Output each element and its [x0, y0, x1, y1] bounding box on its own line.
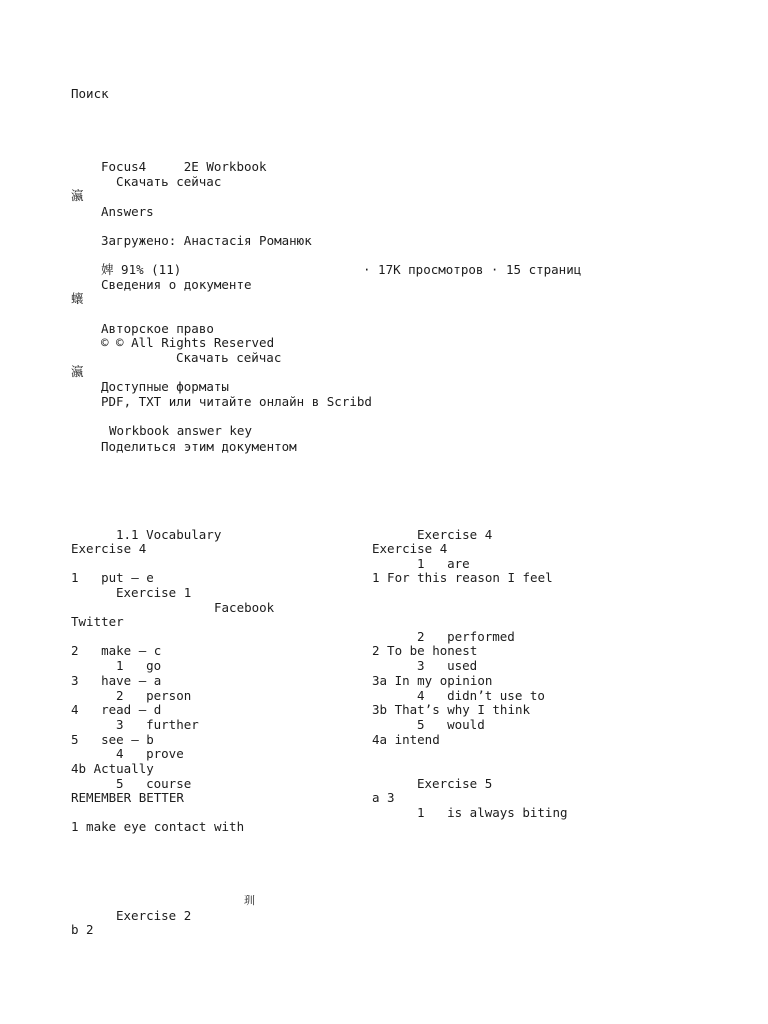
document-stats: · 17K просмотров · 15 страниц	[363, 262, 582, 277]
share-heading: Поделиться этим документом	[101, 439, 297, 454]
share-facebook-link[interactable]: Facebook	[214, 600, 275, 615]
page-text-line: b 2	[71, 922, 94, 937]
page-text-line: REMEMBER BETTER	[71, 790, 184, 805]
page-text-line: 1 For this reason I feel	[372, 570, 553, 585]
page-text-line: 3 have – a	[71, 673, 162, 688]
page-text-line: 1 make eye contact with	[71, 819, 245, 834]
copyright-value: © © All Rights Reserved	[101, 335, 275, 350]
share-twitter-link[interactable]: Twitter	[71, 614, 124, 629]
download-icon[interactable]: 瀛	[71, 188, 84, 203]
document-info-toggle[interactable]: Сведения о документе	[101, 277, 252, 292]
page-text-line: Exercise 4	[372, 541, 448, 556]
page-text-line: 1 go	[116, 658, 162, 673]
page-text-line: 3b That’s why I think	[372, 702, 531, 717]
page-text-line: 5 would	[417, 717, 485, 732]
uploaded-by	[101, 233, 312, 248]
page-text-line: 1.1 Vocabulary	[116, 527, 222, 542]
page-text-line: 2 person	[116, 688, 192, 703]
page-text-line: 1 is always biting	[417, 805, 568, 820]
page-text-line: 4 prove	[116, 746, 184, 761]
more-icon[interactable]: 玔	[244, 894, 255, 907]
page-text-line: Exercise 2	[116, 908, 192, 923]
rating-row	[101, 262, 181, 277]
page-text-line: Exercise 5	[417, 776, 493, 791]
info-icon: 蠰	[71, 291, 84, 306]
page-text-line: 1 put – e	[71, 570, 154, 585]
page-text-line: 4 didn’t use to	[417, 688, 545, 703]
download-now-button[interactable]: Скачать сейчас	[116, 174, 222, 189]
page-text-line: 2 To be honest	[372, 643, 478, 658]
copyright-label: Авторское право	[101, 321, 214, 336]
document-subtitle: Answers	[101, 204, 154, 219]
formats-value: PDF, TXT или читайте онлайн в Scribd	[101, 394, 372, 409]
uploader-link[interactable]: Анастасія Романюк	[183, 233, 312, 248]
uploaded-label: Загружено:	[101, 233, 184, 248]
page-text-line: 4a intend	[372, 732, 440, 747]
formats-label: Доступные форматы	[101, 379, 229, 394]
document-description: Workbook answer key	[109, 423, 252, 438]
document-title: Focus4 2E Workbook	[101, 159, 267, 174]
page-text-line: 2 make – c	[71, 643, 162, 658]
download-icon[interactable]: 瀛	[71, 364, 84, 379]
page-text-line: 4b Actually	[71, 761, 154, 776]
search-link[interactable]: Поиск	[71, 86, 109, 101]
thumbs-up-icon[interactable]: 婢	[101, 262, 114, 277]
page-text-line: 3a In my opinion	[372, 673, 493, 688]
page-text-line: Exercise 1	[116, 585, 192, 600]
page-text-line: 1 are	[417, 556, 470, 571]
page-text-line: 4 read – d	[71, 702, 162, 717]
page-text-line: Exercise 4	[71, 541, 147, 556]
page-text-line: Exercise 4	[417, 527, 493, 542]
page-text-line: 5 see – b	[71, 732, 154, 747]
page-text-line: a 3	[372, 790, 395, 805]
rating-value: 91% (11)	[121, 262, 182, 277]
page-text-line: 5 course	[116, 776, 192, 791]
page-text-line: 2 performed	[417, 629, 515, 644]
page-text-line: 3 used	[417, 658, 478, 673]
page-text-line: 3 further	[116, 717, 199, 732]
download-now-button-2[interactable]: Скачать сейчас	[176, 350, 282, 365]
